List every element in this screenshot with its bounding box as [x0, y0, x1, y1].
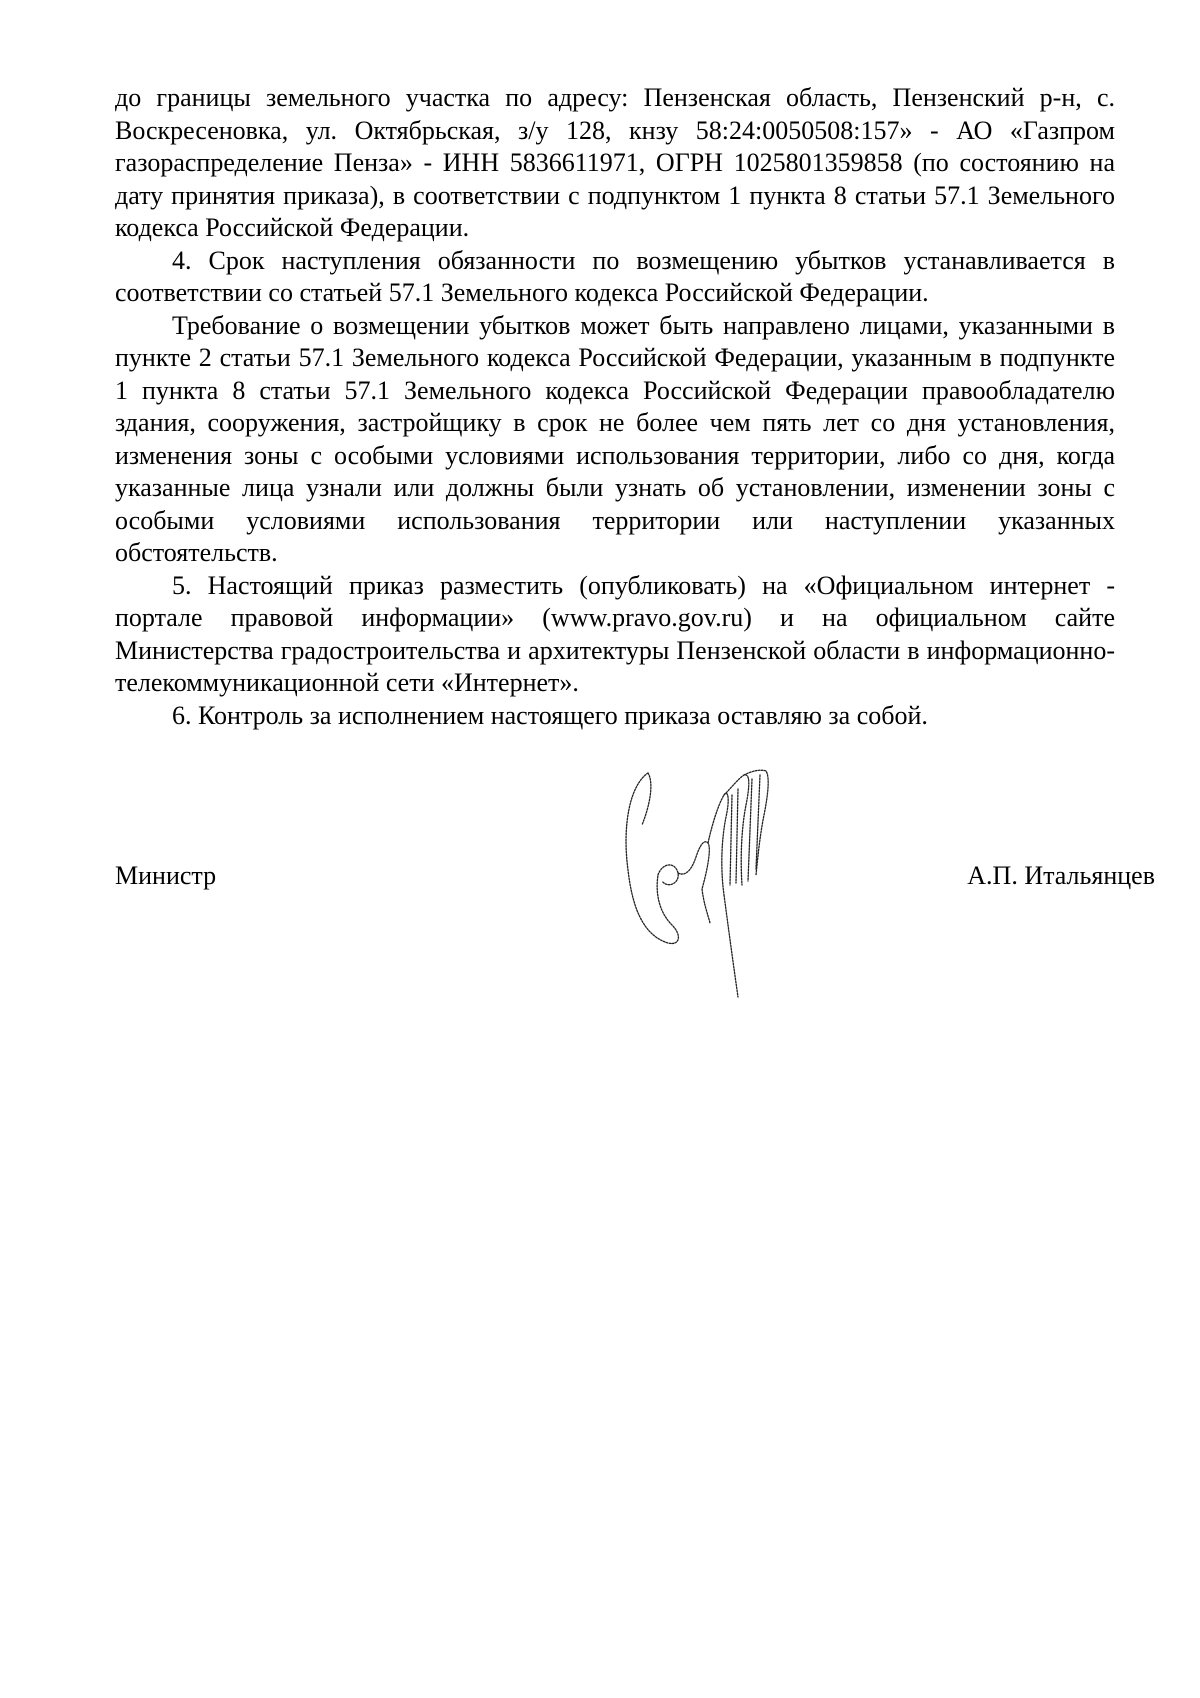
signer-title: Министр: [115, 861, 217, 890]
paragraph-item-5: 5. Настоящий приказ разместить (опубликовать) на «Официальном интернет - портале правовой информации» (www.pravo.gov.ru) и на официальном сайте Министерства градостроительства и архитектуры Пензенской области в информационно-телекоммуникационной сети «Интернет».: [115, 570, 1115, 697]
paragraph-item-4: 4. Срок наступления обязанности по возмещению убытков устанавливается в соответствии со статьей 57.1 Земельного кодекса Российской Федерации.: [115, 245, 1115, 307]
document-body: [115, 82, 1115, 732]
signer-name: А.П. Итальянцев: [967, 861, 1155, 890]
signature-block: [0, 860, 1200, 900]
paragraph-damages-claim: Требование о возмещении убытков может быть направлено лицами, указанными в пункте 2 статьи 57.1 Земельного кодекса Российской Федерации, указанным в подпункте 1 пункта 8 статьи 57.1 Земельного кодекса Российской Федерации правообладателю здания, сооружения, застройщику в срок не более чем пять лет со дня установления, изменения зоны с особыми условиями использования территории, либо со дня, когда указанные лица узнали или должны были узнать об установлении, изменении зоны с особыми условиями использования территории или наступлении указанных обстоятельств.: [115, 310, 1115, 567]
handwritten-signature: [620, 765, 790, 1005]
paragraph-address: до границы земельного участка по адресу: Пензенская область, Пензенский р-н, с. Воскресеновка, ул. Октябрьская, з/у 128, кнзу 58:24:0050508:157» - АО «Газпром газораспределение Пенза» - ИНН 5836611971, ОГРН 1025801359858 (по состоянию на дату принятия приказа), в соответствии с подпунктом 1 пункта 8 статьи 57.1 Земельного кодекса Российской Федерации.: [115, 83, 1115, 242]
paragraph-item-6: 6. Контроль за исполнением настоящего приказа оставляю за собой.: [172, 700, 928, 730]
